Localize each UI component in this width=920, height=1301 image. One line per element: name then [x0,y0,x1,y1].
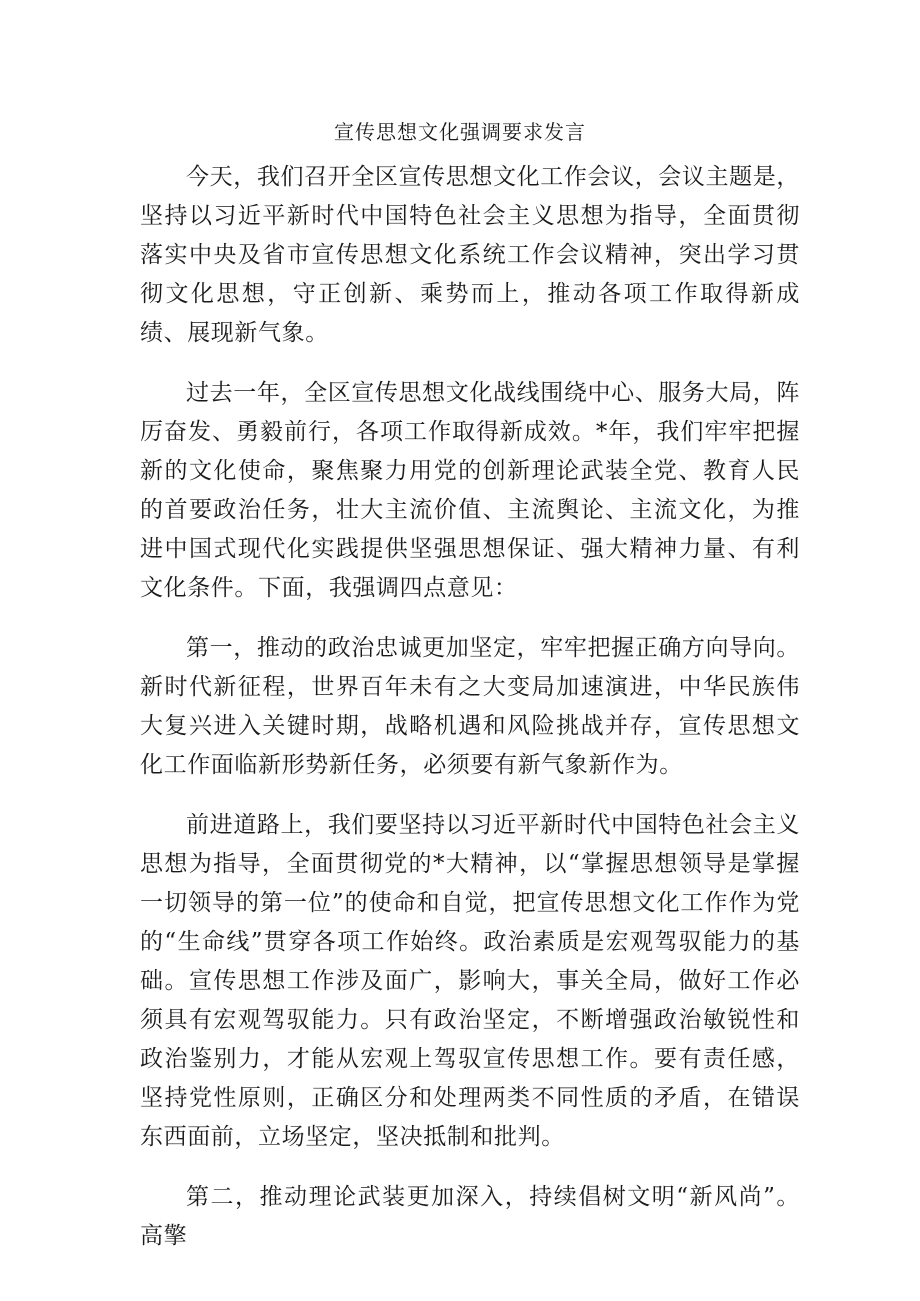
paragraph-point-one-detail: 前进道路上，我们要坚持以习近平新时代中国特色社会主义思想为指导，全面贯彻党的*大精神，以“掌握思想领导是掌握一切领导的第一位”的使命和自觉，把宣传思想文化工作作为党的“生命线”贯穿各项工作始终。政治素质是宏观驾驭能力的基础。宣传思想工作涉及面广，影响大，事关全局，做好工作必须具有宏观驾驭能力。只有政治坚定，不断增强政治敏锐性和政治鉴别力，才能从宏观上驾驭宣传思想工作。要有责任感，坚持党性原则，正确区分和处理两类不同性质的矛盾，在错误东西面前，立场坚定，坚决抵制和批判。 [140,812,800,1150]
paragraph-point-one: 第一，推动的政治忠诚更加坚定，牢牢把握正确方向导向。新时代新征程，世界百年未有之大变局加速演进，中华民族伟大复兴进入关键时期，战略机遇和风险挑战并存，宣传思想文化工作面临新形势新任务，必须要有新气象新作为。 [140,635,800,778]
document-title: 宣传思想文化强调要求发言 [334,120,586,144]
paragraph-point-two: 第二，推动理论武装更加深入，持续倡树文明“新风尚”。高擎 [140,1184,800,1249]
paragraph-review: 过去一年，全区宣传思想文化战线围绕中心、服务大局，阵厉奋发、勇毅前行，各项工作取得新成效。*年，我们牢牢把握新的文化使命，聚焦聚力用党的创新理论武装全党、教育人民的首要政治任务，壮大主流价值、主流舆论、主流文化，为推进中国式现代化实践提供坚强思想保证、强大精神力量、有利文化条件。下面，我强调四点意见： [140,380,800,601]
paragraph-opening: 今天，我们召开全区宣传思想文化工作会议，会议主题是，坚持以习近平新时代中国特色社会主义思想为指导，全面贯彻落实中央及省市宣传思想文化系统工作会议精神，突出学习贯彻文化思想，守正创新、乘势而上，推动各项工作取得新成绩、展现新气象。 [140,164,800,346]
document-body [140,158,800,1277]
